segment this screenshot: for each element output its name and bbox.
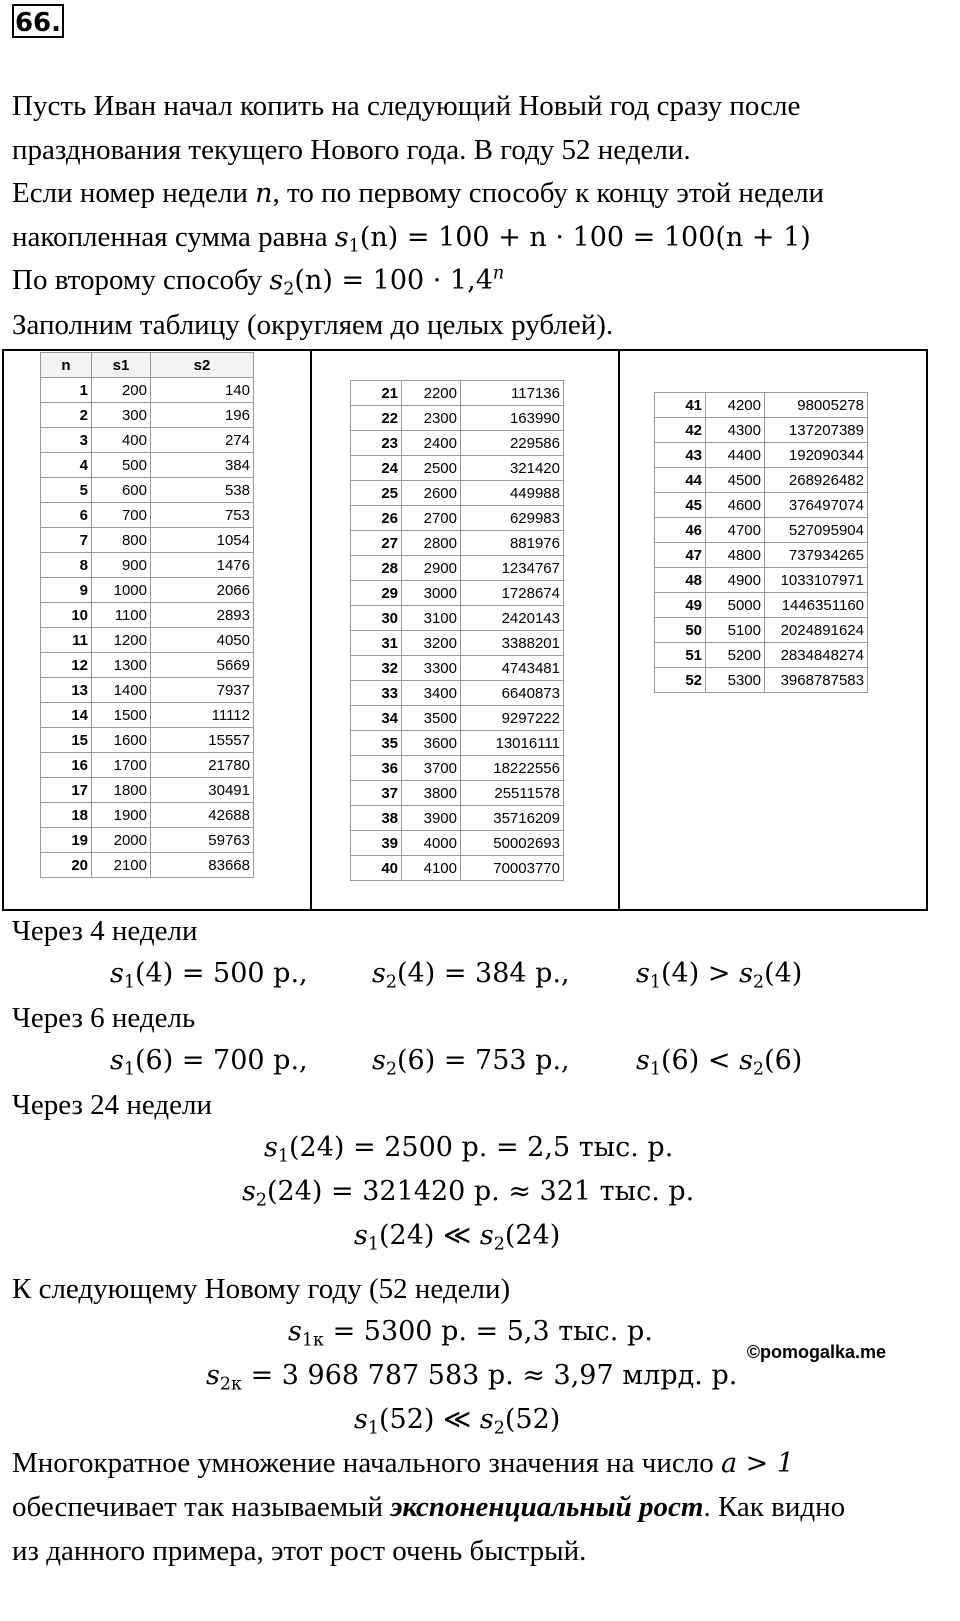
cell-s1: 5000: [706, 593, 765, 618]
eq-4-compare: $s_1(4) > s_2(4)$: [636, 958, 803, 993]
cell-n: 30: [351, 606, 402, 631]
cell-n: 29: [351, 581, 402, 606]
cell-s1: 3600: [402, 731, 461, 756]
table-row: [655, 643, 868, 668]
cell-n: 46: [655, 518, 706, 543]
table-row: [351, 606, 564, 631]
cell-n: 3: [41, 428, 92, 453]
cell-n: 19: [41, 828, 92, 853]
table-row: [655, 618, 868, 643]
cell-s1: 1300: [92, 653, 151, 678]
eq-4-s2-body: (4) = 384 р.,: [397, 958, 570, 989]
eq-4-s1-body: (4) = 500 р.,: [135, 958, 308, 989]
intro-line-5-text: По второму способу: [12, 264, 270, 296]
table-row: [351, 856, 564, 881]
cell-s1: 2000: [92, 828, 151, 853]
table-row: [41, 653, 254, 678]
cell-s2: 83668: [151, 853, 254, 878]
table-row: [41, 728, 254, 753]
table-row: [351, 806, 564, 831]
cell-s2: 21780: [151, 753, 254, 778]
eq-6-s2: $s_2(6) = 753$ р.,: [372, 1045, 570, 1080]
table-row: [351, 581, 564, 606]
table-col1: [40, 352, 254, 878]
cell-s2: 321420: [461, 456, 564, 481]
cell-s1: 400: [92, 428, 151, 453]
cell-n: 52: [655, 668, 706, 693]
cell-s1: 2900: [402, 556, 461, 581]
cell-s2: 1033107971: [765, 568, 868, 593]
table-row: [351, 556, 564, 581]
table-row: [41, 453, 254, 478]
cell-s2: 2420143: [461, 606, 564, 631]
cell-s1: 3000: [402, 581, 461, 606]
cell-s1: 1600: [92, 728, 151, 753]
conclusion-line-1-text: Многократное умножение начального значения на число: [12, 1447, 721, 1479]
cell-s1: 5200: [706, 643, 765, 668]
cell-s1: 4400: [706, 443, 765, 468]
cell-s2: 1728674: [461, 581, 564, 606]
eq-52-s2-body: = 3 968 787 583 р. ≈ 3,97 млрд. р.: [241, 1360, 738, 1391]
table-row: [41, 628, 254, 653]
eq-6-compare-right: (6): [764, 1045, 803, 1076]
cell-n: 15: [41, 728, 92, 753]
cell-s1: 200: [92, 378, 151, 403]
cell-s1: 500: [92, 453, 151, 478]
cell-n: 49: [655, 593, 706, 618]
table-row: [41, 853, 254, 878]
eq-24-compare-left: (24) ≪: [379, 1220, 480, 1251]
table-row: [655, 493, 868, 518]
cell-s1: 3500: [402, 706, 461, 731]
table-row: [351, 781, 564, 806]
cell-n: 38: [351, 806, 402, 831]
cell-s2: 140: [151, 378, 254, 403]
cell-s1: 1100: [92, 603, 151, 628]
table-row: [41, 603, 254, 628]
cell-s2: 196: [151, 403, 254, 428]
cell-n: 32: [351, 656, 402, 681]
eq-24-s1-body: (24) = 2500 р. = 2,5 тыс. р.: [289, 1132, 674, 1163]
eq-24-s1: $s_1(24) = 2500$ р. = 2,5 тыс. р.: [264, 1132, 674, 1167]
conclusion-line-2: [12, 1491, 845, 1524]
cell-s1: 1900: [92, 803, 151, 828]
heading-52-weeks: К следующему Новому году (52 недели): [12, 1273, 511, 1305]
cell-s1: 3400: [402, 681, 461, 706]
conclusion-line-2-text: обеспечивает так называемый: [12, 1491, 391, 1523]
eq-52-s1-body: = 5300 р. = 5,3 тыс. р.: [323, 1316, 653, 1347]
table-row: [351, 631, 564, 656]
cell-n: 27: [351, 531, 402, 556]
cell-n: 40: [351, 856, 402, 881]
cell-s1: 4100: [402, 856, 461, 881]
heading-4-weeks: Через 4 недели: [12, 915, 198, 947]
cell-n: 25: [351, 481, 402, 506]
cell-s1: 3800: [402, 781, 461, 806]
eq-4-s2: $s_2(4) = 384$ р.,: [372, 958, 570, 993]
eq-52-compare: $s_1(52)$ ≪ $s_2(52)$: [354, 1404, 561, 1439]
intro-line-5: [12, 263, 505, 300]
cell-n: 28: [351, 556, 402, 581]
table-row: [655, 393, 868, 418]
cell-n: 20: [41, 853, 92, 878]
table-row: [655, 593, 868, 618]
cell-n: 8: [41, 553, 92, 578]
table-row: [351, 831, 564, 856]
eq-24-s2: $s_2(24) = 321420$ р. ≈ 321 тыс. р.: [242, 1176, 695, 1211]
cell-s2: 449988: [461, 481, 564, 506]
table-col3: [654, 392, 868, 693]
table-row: [41, 428, 254, 453]
cell-s1: 4200: [706, 393, 765, 418]
cell-s2: 9297222: [461, 706, 564, 731]
table-row: [655, 418, 868, 443]
cell-s1: 3900: [402, 806, 461, 831]
var-n: n: [255, 178, 273, 209]
table-row: [41, 378, 254, 403]
cell-s2: 7937: [151, 678, 254, 703]
table-row: [41, 678, 254, 703]
cell-s1: 2200: [402, 381, 461, 406]
table-row: [41, 578, 254, 603]
cell-n: 34: [351, 706, 402, 731]
formula-s1: $s_1(n) = 100 + n \cdot 100 = 100(n + 1)$: [334, 222, 811, 257]
table-row: [655, 543, 868, 568]
eq-24-compare: $s_1(24)$ ≪ $s_2(24)$: [354, 1220, 561, 1255]
heading-24-weeks: Через 24 недели: [12, 1089, 213, 1121]
cell-n: 4: [41, 453, 92, 478]
cell-s2: 753: [151, 503, 254, 528]
conclusion-line-1: [12, 1447, 794, 1480]
cell-s2: 98005278: [765, 393, 868, 418]
cell-n: 10: [41, 603, 92, 628]
table-row: [351, 706, 564, 731]
cell-n: 51: [655, 643, 706, 668]
cell-n: 23: [351, 431, 402, 456]
table-row: [351, 481, 564, 506]
cell-s2: 13016111: [461, 731, 564, 756]
header-s2: s2: [151, 353, 254, 378]
table-row: [41, 403, 254, 428]
cell-s1: 2800: [402, 531, 461, 556]
cell-n: 48: [655, 568, 706, 593]
cell-s1: 3300: [402, 656, 461, 681]
cell-s2: 274: [151, 428, 254, 453]
cell-s1: 1500: [92, 703, 151, 728]
eq-6-s1: $s_1(6) = 700$ р.,: [110, 1045, 308, 1080]
cell-n: 9: [41, 578, 92, 603]
cell-s1: 4500: [706, 468, 765, 493]
cell-s1: 2700: [402, 506, 461, 531]
cell-s2: 1476: [151, 553, 254, 578]
cell-s2: 70003770: [461, 856, 564, 881]
table-row: [351, 431, 564, 456]
cell-n: 36: [351, 756, 402, 781]
problem-number: 66.: [12, 4, 64, 38]
eq-6-s2-body: (6) = 753 р.,: [397, 1045, 570, 1076]
table-row: [41, 503, 254, 528]
cell-s2: 3388201: [461, 631, 564, 656]
cell-n: 47: [655, 543, 706, 568]
cell-n: 43: [655, 443, 706, 468]
cell-s2: 6640873: [461, 681, 564, 706]
eq-52-s2: $s_{2к} = 3$ 968 787 583 р. ≈ 3,97 млрд. р.: [206, 1360, 738, 1395]
cell-n: 18: [41, 803, 92, 828]
eq-52-compare-right: (52): [504, 1404, 561, 1435]
cell-n: 24: [351, 456, 402, 481]
cell-s2: 2066: [151, 578, 254, 603]
cell-s2: 2024891624: [765, 618, 868, 643]
cell-n: 35: [351, 731, 402, 756]
cell-s1: 700: [92, 503, 151, 528]
cell-s2: 1234767: [461, 556, 564, 581]
eq-24-compare-right: (24): [504, 1220, 561, 1251]
cell-n: 45: [655, 493, 706, 518]
cell-n: 33: [351, 681, 402, 706]
table-row: [41, 703, 254, 728]
table-row: [655, 668, 868, 693]
eq-6-compare: $s_1(6) < s_2(6)$: [636, 1045, 803, 1080]
cell-n: 13: [41, 678, 92, 703]
cell-s2: 117136: [461, 381, 564, 406]
cell-n: 50: [655, 618, 706, 643]
cell-n: 17: [41, 778, 92, 803]
eq-6-s1-body: (6) = 700 р.,: [135, 1045, 308, 1076]
cell-s1: 1400: [92, 678, 151, 703]
table-row: [351, 531, 564, 556]
cell-s2: 538: [151, 478, 254, 503]
cell-s1: 1800: [92, 778, 151, 803]
table-row: [351, 456, 564, 481]
cell-s1: 1200: [92, 628, 151, 653]
cell-s2: 5669: [151, 653, 254, 678]
cell-s1: 5300: [706, 668, 765, 693]
eq-4-s1: $s_1(4) = 500$ р.,: [110, 958, 308, 993]
cell-s1: 2100: [92, 853, 151, 878]
table-row: [41, 528, 254, 553]
cell-s2: 384: [151, 453, 254, 478]
table-row: [41, 828, 254, 853]
formula-s2: $s_2(n) = 100 \cdot 1,4^n$: [269, 263, 505, 300]
cell-s1: 4300: [706, 418, 765, 443]
cell-s1: 4000: [402, 831, 461, 856]
cell-s1: 5100: [706, 618, 765, 643]
cell-n: 2: [41, 403, 92, 428]
cell-s2: 30491: [151, 778, 254, 803]
intro-line-3-text: Если номер недели: [12, 177, 256, 209]
cell-s1: 800: [92, 528, 151, 553]
cell-n: 6: [41, 503, 92, 528]
cell-s2: 3968787583: [765, 668, 868, 693]
table-row: [41, 803, 254, 828]
cell-s1: 600: [92, 478, 151, 503]
table-row: [655, 518, 868, 543]
eq-6-compare-left: (6) <: [661, 1045, 740, 1076]
cell-s2: 268926482: [765, 468, 868, 493]
cell-s1: 2600: [402, 481, 461, 506]
cell-s2: 4050: [151, 628, 254, 653]
heading-6-weeks: Через 6 недель: [12, 1002, 196, 1034]
intro-line-6: Заполним таблицу (округляем до целых рублей).: [12, 309, 614, 341]
eq-4-compare-left: (4) >: [661, 958, 740, 989]
table-row: [41, 753, 254, 778]
intro-line-3-text-end: , то по первому способу к концу этой недели: [272, 177, 825, 209]
table-row: [351, 731, 564, 756]
cell-n: 37: [351, 781, 402, 806]
cell-n: 22: [351, 406, 402, 431]
cell-s1: 4900: [706, 568, 765, 593]
intro-line-1: Пусть Иван начал копить на следующий Новый год сразу после: [12, 90, 801, 122]
formula-s2-body: (n) = 100 · 1,4: [294, 265, 493, 296]
formula-s1-body: (n) = 100 + n · 100 = 100(n + 1): [359, 222, 811, 253]
cell-s1: 4800: [706, 543, 765, 568]
cell-s2: 192090344: [765, 443, 868, 468]
cell-s2: 737934265: [765, 543, 868, 568]
cell-n: 1: [41, 378, 92, 403]
table-row: [41, 553, 254, 578]
cell-n: 12: [41, 653, 92, 678]
cell-n: 21: [351, 381, 402, 406]
cell-s2: 229586: [461, 431, 564, 456]
cell-s1: 2300: [402, 406, 461, 431]
cell-s1: 2400: [402, 431, 461, 456]
conclusion-line-3: из данного примера, этот рост очень быстрый.: [12, 1535, 587, 1567]
eq-52-s1: $s_{1к} = 5300$ р. = 5,3 тыс. р.: [288, 1316, 653, 1351]
cell-s1: 3100: [402, 606, 461, 631]
formula-s2-exp: n: [492, 263, 505, 284]
cell-s1: 3200: [402, 631, 461, 656]
cell-s1: 900: [92, 553, 151, 578]
cell-s2: 59763: [151, 828, 254, 853]
cell-s2: 2834848274: [765, 643, 868, 668]
table-row: [351, 681, 564, 706]
cell-s2: 2893: [151, 603, 254, 628]
table-row: [41, 478, 254, 503]
cell-n: 11: [41, 628, 92, 653]
conclusion-condition: a > 1: [721, 1448, 795, 1479]
conclusion-line-2-end: . Как видно: [703, 1491, 846, 1523]
cell-n: 7: [41, 528, 92, 553]
watermark: ©pomogalka.me: [746, 1342, 886, 1362]
table-divider-2: [618, 349, 620, 911]
cell-s2: 376497074: [765, 493, 868, 518]
intro-line-3: [12, 177, 824, 210]
header-s1: s1: [92, 353, 151, 378]
table-row: [655, 568, 868, 593]
cell-n: 42: [655, 418, 706, 443]
cell-s2: 629983: [461, 506, 564, 531]
cell-s1: 4700: [706, 518, 765, 543]
cell-n: 39: [351, 831, 402, 856]
cell-n: 26: [351, 506, 402, 531]
table-row: [351, 756, 564, 781]
cell-s1: 2500: [402, 456, 461, 481]
table-col2: [350, 380, 564, 881]
cell-n: 41: [655, 393, 706, 418]
header-n: n: [41, 353, 92, 378]
eq-24-s2-body: (24) = 321420 р. ≈ 321 тыс. р.: [267, 1176, 695, 1207]
cell-s2: 1054: [151, 528, 254, 553]
table-row: [41, 778, 254, 803]
intro-line-4-text: накопленная сумма равна: [12, 221, 335, 253]
cell-n: 44: [655, 468, 706, 493]
cell-s2: 527095904: [765, 518, 868, 543]
table-divider-1: [310, 349, 312, 911]
intro-line-4: [12, 221, 811, 257]
cell-s1: 1700: [92, 753, 151, 778]
cell-s2: 11112: [151, 703, 254, 728]
intro-line-2: празднования текущего Нового года. В году 52 недели.: [12, 134, 691, 166]
cell-n: 16: [41, 753, 92, 778]
cell-s2: 137207389: [765, 418, 868, 443]
table-row: [351, 381, 564, 406]
table-row: [351, 406, 564, 431]
table-row: [655, 468, 868, 493]
table-row: [655, 443, 868, 468]
eq-52-compare-left: (52) ≪: [379, 1404, 480, 1435]
table-row: [351, 656, 564, 681]
cell-s2: 4743481: [461, 656, 564, 681]
cell-s1: 3700: [402, 756, 461, 781]
cell-s2: 163990: [461, 406, 564, 431]
cell-n: 14: [41, 703, 92, 728]
cell-n: 5: [41, 478, 92, 503]
cell-s2: 42688: [151, 803, 254, 828]
cell-s2: 18222556: [461, 756, 564, 781]
cell-s2: 1446351160: [765, 593, 868, 618]
table-row: [351, 506, 564, 531]
cell-s2: 35716209: [461, 806, 564, 831]
exponential-growth-term: экспоненциальный рост: [390, 1491, 704, 1523]
eq-4-compare-right: (4): [764, 958, 803, 989]
cell-s2: 15557: [151, 728, 254, 753]
cell-s2: 881976: [461, 531, 564, 556]
cell-s1: 1000: [92, 578, 151, 603]
cell-s1: 300: [92, 403, 151, 428]
cell-s2: 50002693: [461, 831, 564, 856]
cell-n: 31: [351, 631, 402, 656]
cell-s1: 4600: [706, 493, 765, 518]
cell-s2: 25511578: [461, 781, 564, 806]
